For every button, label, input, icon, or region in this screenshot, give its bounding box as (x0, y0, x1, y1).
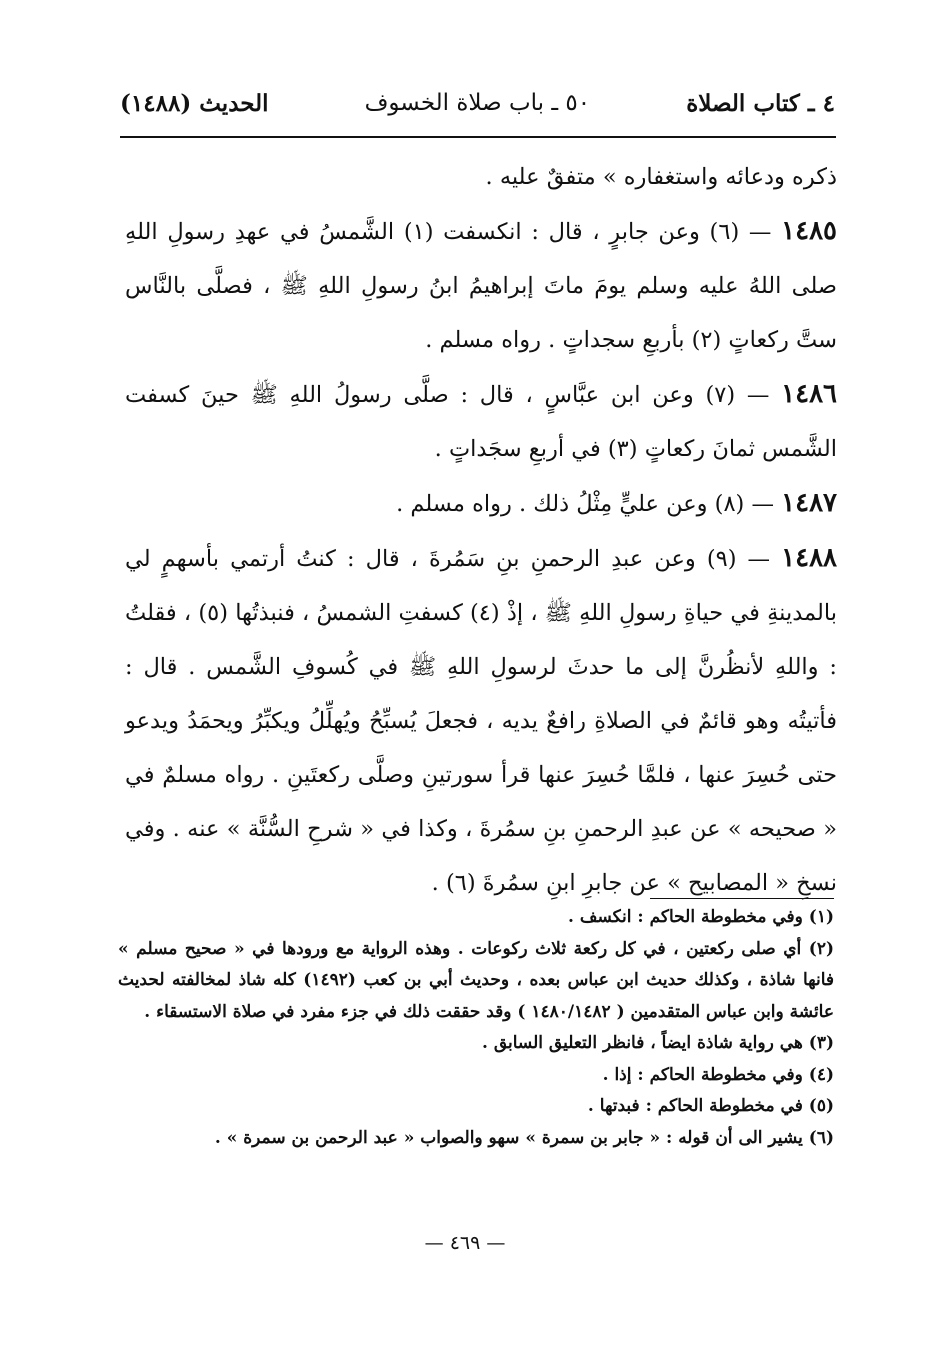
footnotes (118, 902, 834, 1154)
hadith-1488 (125, 531, 837, 910)
hadith-1487 (125, 476, 837, 531)
running-header (120, 80, 835, 126)
hadith-text: — (٧) وعن ابن عبَّاسٍ ، قال : صلَّى رسولُ اللهِ ﷺ حينَ كسفت الشَّمس ثمانَ ركعاتٍ (٣) في أربعِ سجَداتٍ . (125, 382, 837, 462)
chapter-title: ٥٠ ـ باب صلاة الخسوف (364, 90, 591, 116)
footnote: (٦) يشير الى أن قوله : « جابر بن سمرة » سهو والصواب « عبد الرحمن بن سمرة » . (214, 1127, 834, 1148)
hadith-1486 (125, 367, 837, 476)
hadith-number: ١٤٨٧ (781, 488, 837, 518)
book-title: ٤ ـ كتاب الصلاة (686, 89, 835, 117)
main-text (125, 150, 837, 910)
hadith-text: — (٩) وعن عبدِ الرحمنِ بنِ سَمُرةَ ، قال : كنتُ أرتمي بأسهمٍ لي بالمدينةِ في حياةِ رسولِ اللهِ ﷺ ، إذْ (٤) كسفتِ الشمسُ ، فنبذتُها (٥) ، فقلتُ : واللهِ لأنظُرنَّ إلى ما حدثَ لرسولِ اللهِ ﷺ في كُسوفِ الشَّمس . قال : فأتيتُه وهو قائمٌ في الصلاةِ رافعٌ يديه ، فجعلَ يُسبِّحُ ويُهلِّلُ ويكبِّرُ ويحمَدُ ويدعو حتى حُسِرَ عنها ، فلمَّا حُسِرَ عنها قرأ سورتينِ وصلَّى ركعتَينِ . رواه مسلمٌ في « صحيحه » عن عبدِ الرحمنِ بنِ سمُرةَ ، وكذا في « شرحِ السُّنَّة » عنه . وفي نسخِ « المصابيح » عن جابرِ ابنِ سمُرةَ (٦) . (125, 546, 837, 896)
header-rule (120, 136, 836, 138)
hadith-text: — (٨) وعن عليٍّ مِثْلُ ذلك . رواه مسلم . (396, 491, 774, 517)
hadith-1485 (125, 204, 837, 367)
footnote: (١) وفي مخطوطة الحاكم : انكسف . (568, 907, 834, 927)
footnote: (٤) وفي مخطوطة الحاكم : إذا . (602, 1064, 834, 1085)
page-number: — ٤٦٩ — (424, 1232, 506, 1254)
hadith-text: — (٦) وعن جابرٍ ، قال : انكسفت (١) الشَّمسُ في عهدِ رسولِ اللهِ صلى اللهُ عليه وسلم يومَ ماتَ إبراهيمُ ابنُ رسولِ اللهِ ﷺ ، فصلَّى بالنَّاس ستَّ ركعاتٍ (٢) بأربعِ سجداتٍ . رواه مسلم . (125, 219, 837, 353)
hadith-reference: الحديث (١٤٨٨) (120, 89, 269, 117)
hadith-number: ١٤٨٥ (781, 216, 837, 246)
continuation-paragraph: ذكره ودعائه واستغفاره » متفقٌ عليه . (485, 164, 837, 190)
hadith-number: ١٤٨٨ (781, 543, 837, 573)
hadith-number: ١٤٨٦ (781, 379, 837, 409)
footnote-rule (650, 898, 834, 899)
footnote: (٣) هي رواية شاذة ايضاً ، فانظر التعليق السابق . (482, 1033, 834, 1053)
footnote: (٢) أي صلى ركعتين ، في كل ركعة ثلاث ركوعات . وهذه الرواية مع ورودها في « صحيح مسلم » فانها شاذة ، وكذلك حديث ابن عباس بعده ، وحديث أبي بن كعب (١٤٩٢) كله شاذ لمخالفته لحديث عائشة وابن عباس المتقدمين ( ١٤٨٠/١٤٨٢ ) وقد حققت ذلك في جزء مفرد في صلاة الاستسقاء . (118, 938, 834, 1022)
footnote: (٥) في مخطوطة الحاكم : فبدتها . (587, 1096, 834, 1116)
